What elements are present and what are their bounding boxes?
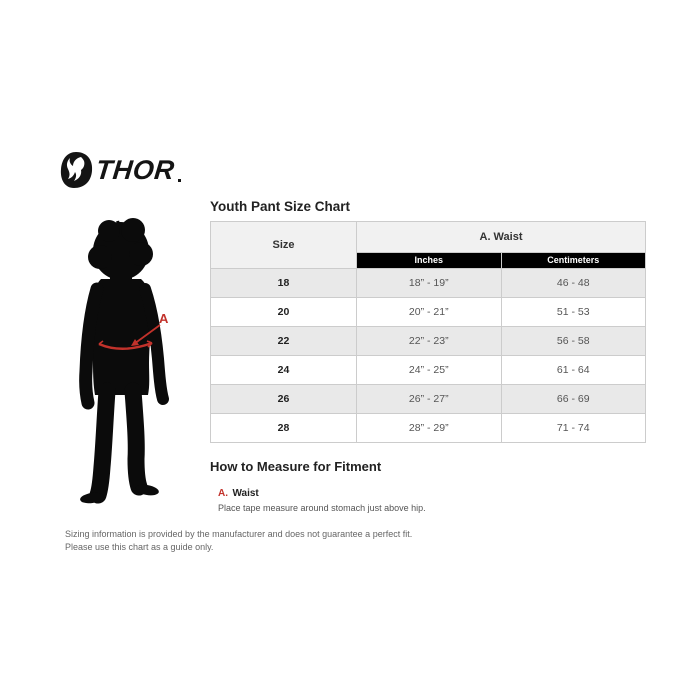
measure-key: A.: [218, 488, 228, 499]
thor-goat-icon: [60, 151, 93, 189]
size-cell: 20: [211, 298, 357, 327]
inches-cell: 22” - 23”: [357, 327, 502, 356]
size-cell: 26: [211, 385, 357, 414]
table-row: [211, 385, 646, 414]
column-header-inches: Inches: [357, 253, 502, 269]
centimeters-cell: 71 - 74: [501, 414, 646, 443]
sizing-disclaimer: [65, 528, 412, 554]
inches-cell: 24” - 25”: [357, 356, 502, 385]
annotation-label: A: [159, 311, 169, 326]
inches-cell: 18” - 19”: [357, 269, 502, 298]
measure-heading: How to Measure for Fitment: [210, 459, 382, 474]
child-silhouette-figure: [76, 213, 190, 511]
centimeters-cell: 56 - 58: [501, 327, 646, 356]
brand-logo-text: THOR: [94, 155, 177, 185]
table-row: [211, 298, 646, 327]
size-chart-title: Youth Pant Size Chart: [210, 199, 351, 214]
table-row: [211, 327, 646, 356]
disclaimer-line-1: Sizing information is provided by the manufacturer and does not guarantee a perfect fit.: [65, 529, 413, 539]
centimeters-cell: 66 - 69: [501, 385, 646, 414]
size-cell: 24: [211, 356, 357, 385]
inches-cell: 20” - 21”: [357, 298, 502, 327]
inches-cell: 26” - 27”: [357, 385, 502, 414]
brand-logo: [60, 151, 181, 189]
disclaimer-line-2: Please use this chart as a guide only.: [65, 542, 214, 552]
measure-name: Waist: [232, 488, 259, 499]
measure-item-waist: [218, 483, 426, 513]
size-cell: 18: [211, 269, 357, 298]
table-row: [211, 269, 646, 298]
table-row: [211, 356, 646, 385]
inches-cell: 28” - 29”: [357, 414, 502, 443]
size-cell: 28: [211, 414, 357, 443]
measure-description: Place tape measure around stomach just above hip.: [218, 503, 426, 513]
child-silhouette: [79, 218, 163, 505]
column-header-waist: A. Waist: [357, 222, 646, 253]
size-cell: 22: [211, 327, 357, 356]
column-header-centimeters: Centimeters: [501, 253, 646, 269]
column-header-size: Size: [211, 222, 357, 269]
brand-logo-mark: [178, 179, 181, 182]
centimeters-cell: 61 - 64: [501, 356, 646, 385]
size-chart-table: [210, 221, 646, 443]
centimeters-cell: 46 - 48: [501, 269, 646, 298]
centimeters-cell: 51 - 53: [501, 298, 646, 327]
table-row: [211, 414, 646, 443]
